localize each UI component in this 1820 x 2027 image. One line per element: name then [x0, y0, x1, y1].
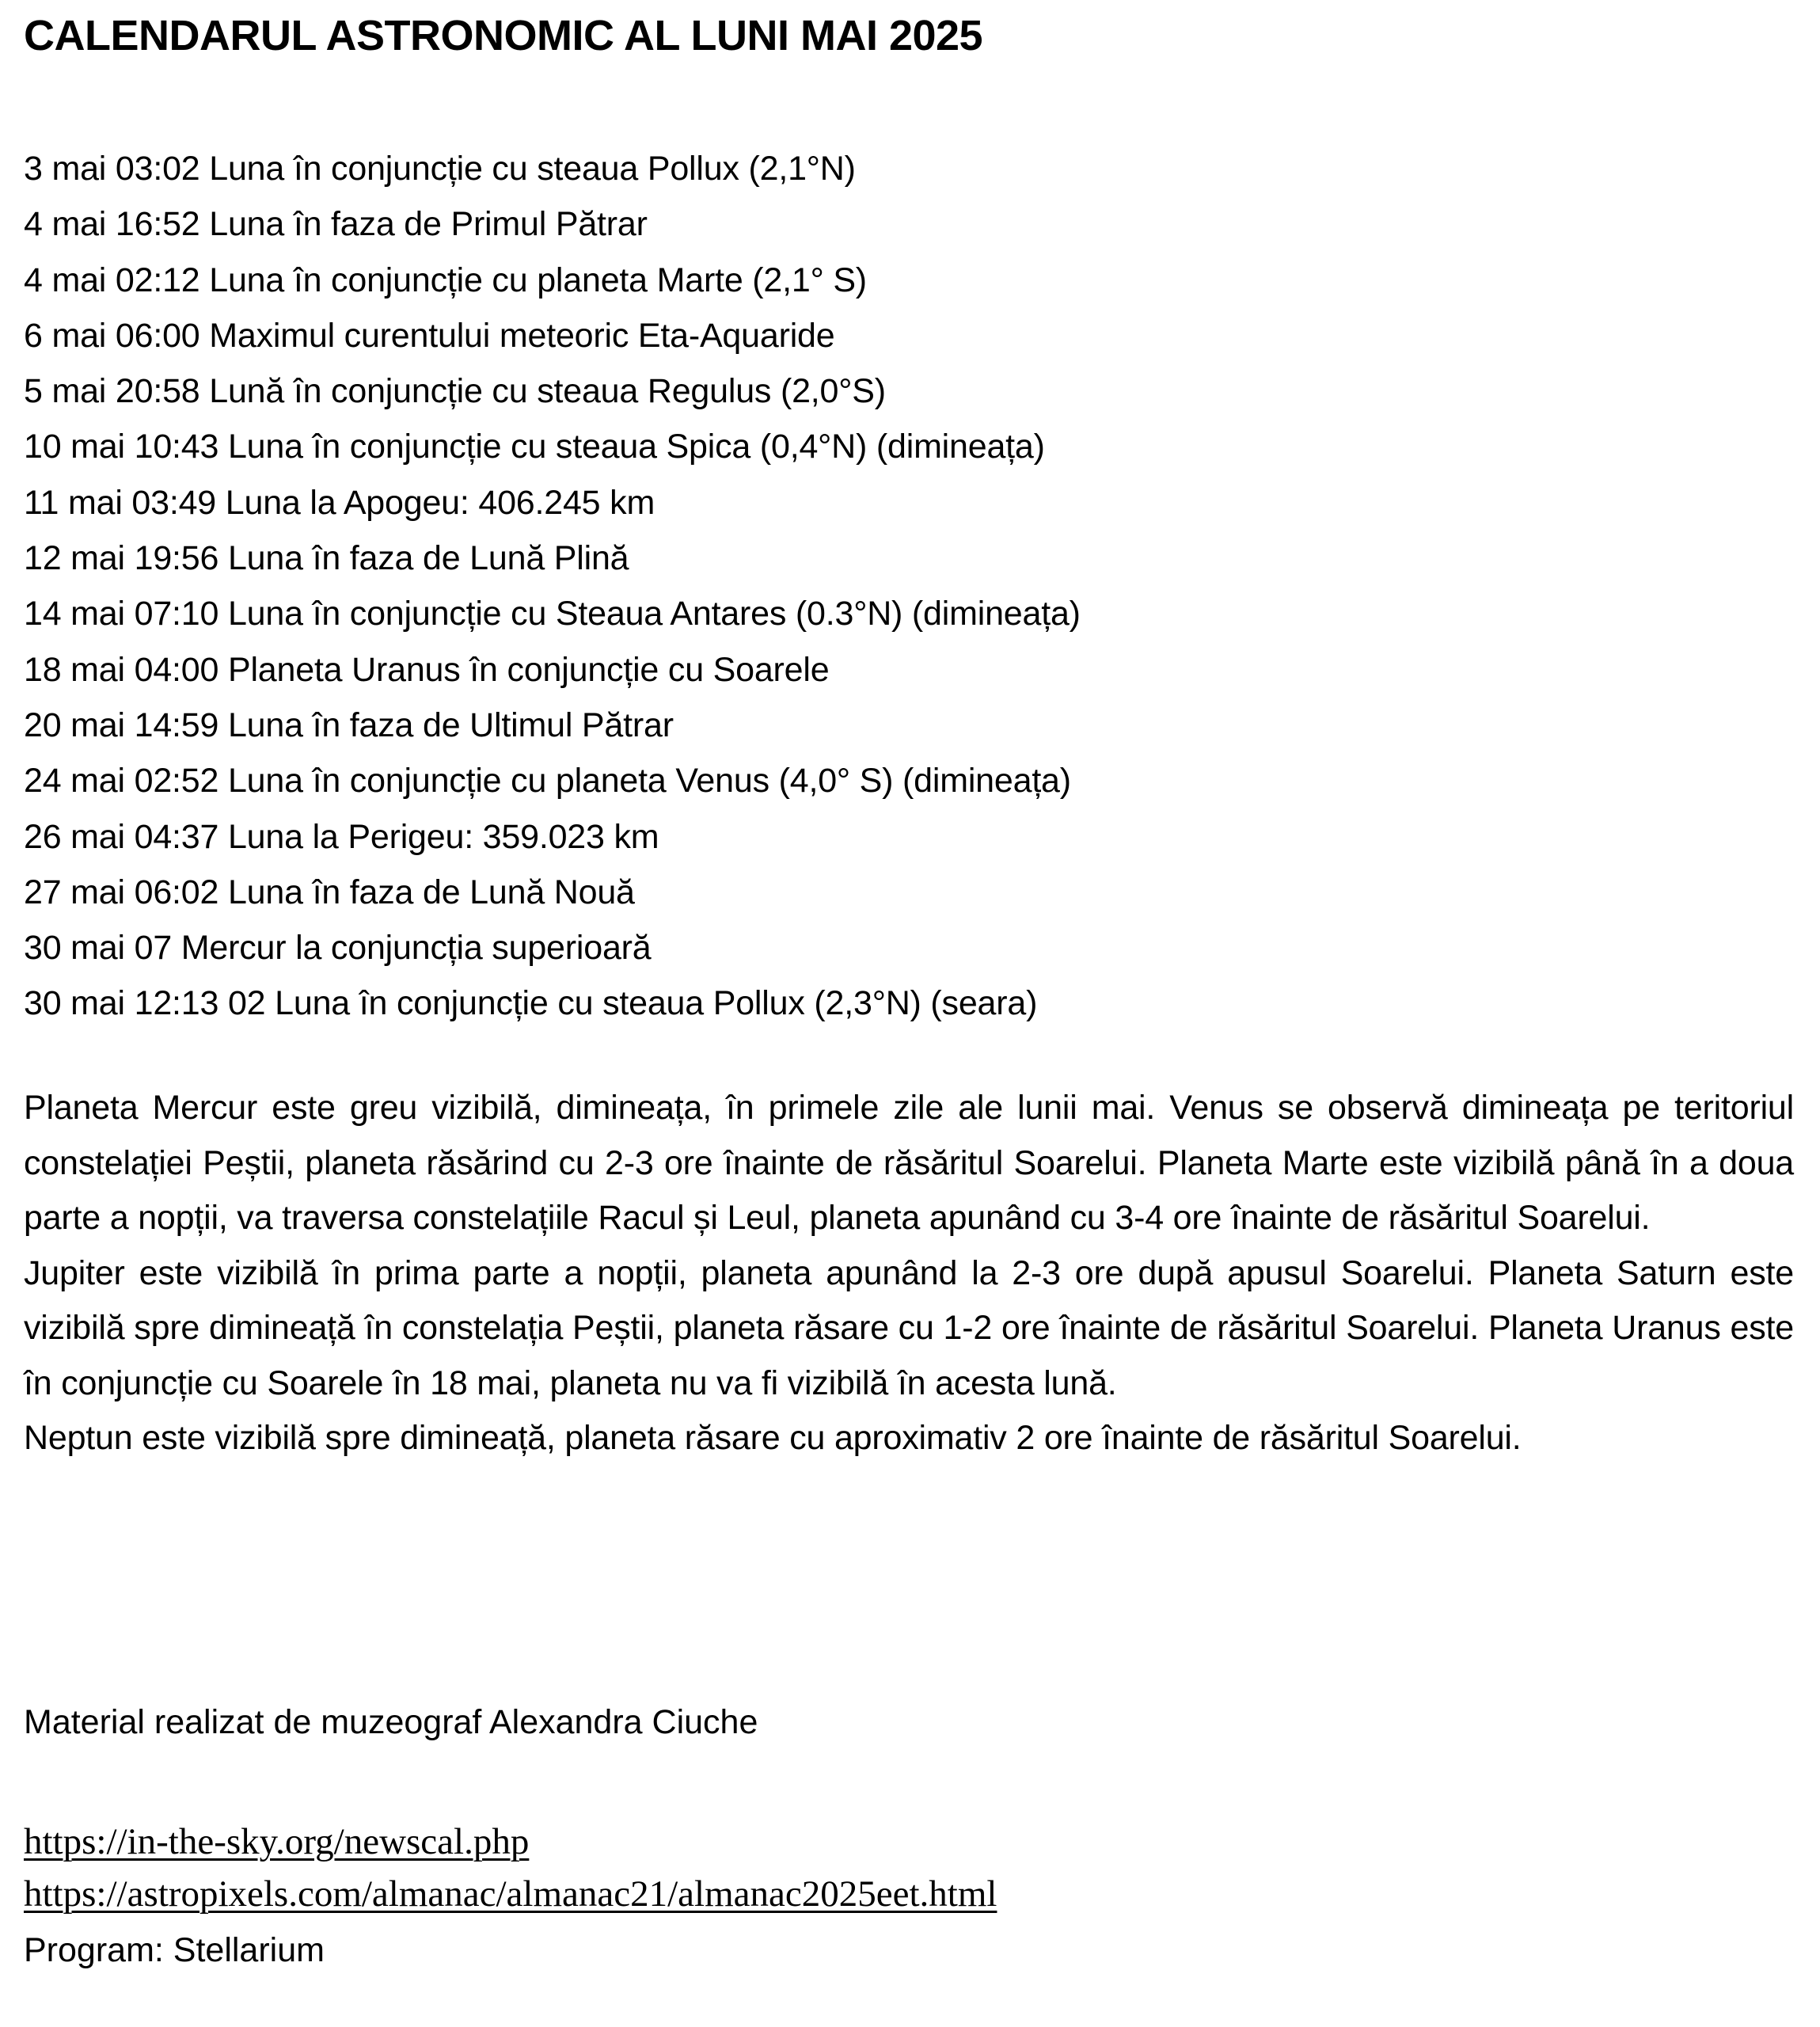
- paragraph-mercury-venus-mars: Planeta Mercur este greu vizibilă, dimineața, în primele zile ale lunii mai. Venus se observă dimineața pe teritoriul constelației Peștii, planeta răsărind cu 2-3 ore înainte de răsăritul Soarelui. Planeta Marte este vizibilă până în a doua parte a nopții, va traversa constelațiile Racul și Leul, planeta apunând cu 3-4 ore înainte de răsăritul Soarelui.: [24, 1089, 1794, 1237]
- event-item: 12 mai 19:56 Luna în faza de Lună Plină: [24, 539, 629, 578]
- page-title: CALENDARUL ASTRONOMIC AL LUNI MAI 2025: [24, 12, 983, 59]
- planet-visibility-text: [24, 1081, 1794, 1466]
- event-item: 14 mai 07:10 Luna în conjuncție cu Steaua Antares (0.3°N) (dimineața): [24, 595, 1081, 633]
- event-item: 10 mai 10:43 Luna în conjuncție cu steaua Spica (0,4°N) (dimineața): [24, 428, 1045, 466]
- event-item: 18 mai 04:00 Planeta Uranus în conjuncție cu Soarele: [24, 650, 830, 689]
- event-item: 4 mai 02:12 Luna în conjuncție cu planeta Marte (2,1° S): [24, 261, 867, 299]
- event-item: 27 mai 06:02 Luna în faza de Lună Nouă: [24, 873, 635, 911]
- author-credit: Material realizat de muzeograf Alexandra Ciuche: [24, 1703, 758, 1741]
- program-credit: Program: Stellarium: [24, 1931, 325, 1969]
- event-item: 20 mai 14:59 Luna în faza de Ultimul Pătrar: [24, 705, 674, 744]
- event-item: 11 mai 03:49 Luna la Apogeu: 406.245 km: [24, 483, 655, 522]
- source-link-astropixels[interactable]: https://astropixels.com/almanac/almanac21/almanac2025eet.html: [24, 1873, 997, 1915]
- paragraph-neptune: Neptun este vizibilă spre dimineață, planeta răsare cu aproximativ 2 ore înainte de răsăritul Soarelui.: [24, 1419, 1522, 1457]
- event-item: 26 mai 04:37 Luna la Perigeu: 359.023 km: [24, 817, 659, 856]
- events-list: [24, 141, 1081, 1032]
- event-item: 30 mai 07 Mercur la conjuncția superioară: [24, 929, 652, 968]
- event-item: 30 mai 12:13 02 Luna în conjuncție cu steaua Pollux (2,3°N) (seara): [24, 984, 1038, 1023]
- event-item: 24 mai 02:52 Luna în conjuncție cu planeta Venus (4,0° S) (dimineața): [24, 762, 1071, 801]
- event-item: 3 mai 03:02 Luna în conjuncție cu steaua Pollux (2,1°N): [24, 150, 856, 188]
- source-links: [24, 1816, 997, 1920]
- event-item: 5 mai 20:58 Lună în conjuncție cu steaua Regulus (2,0°S): [24, 372, 886, 411]
- event-item: 6 mai 06:00 Maximul curentului meteoric Eta-Aquaride: [24, 316, 835, 355]
- event-item: 4 mai 16:52 Luna în faza de Primul Pătrar: [24, 205, 648, 244]
- source-link-in-the-sky[interactable]: https://in-the-sky.org/newscal.php: [24, 1821, 530, 1862]
- paragraph-jupiter-saturn-uranus: Jupiter este vizibilă în prima parte a nopții, planeta apunând la 2-3 ore după apusul Soarelui. Planeta Saturn este vizibilă spre dimineață în constelația Peștii, planeta răsare cu 1-2 ore înainte de răsăritul Soarelui. Planeta Uranus este în conjuncție cu Soarele în 18 mai, planeta nu va fi vizibilă în acesta lună.: [24, 1253, 1794, 1402]
